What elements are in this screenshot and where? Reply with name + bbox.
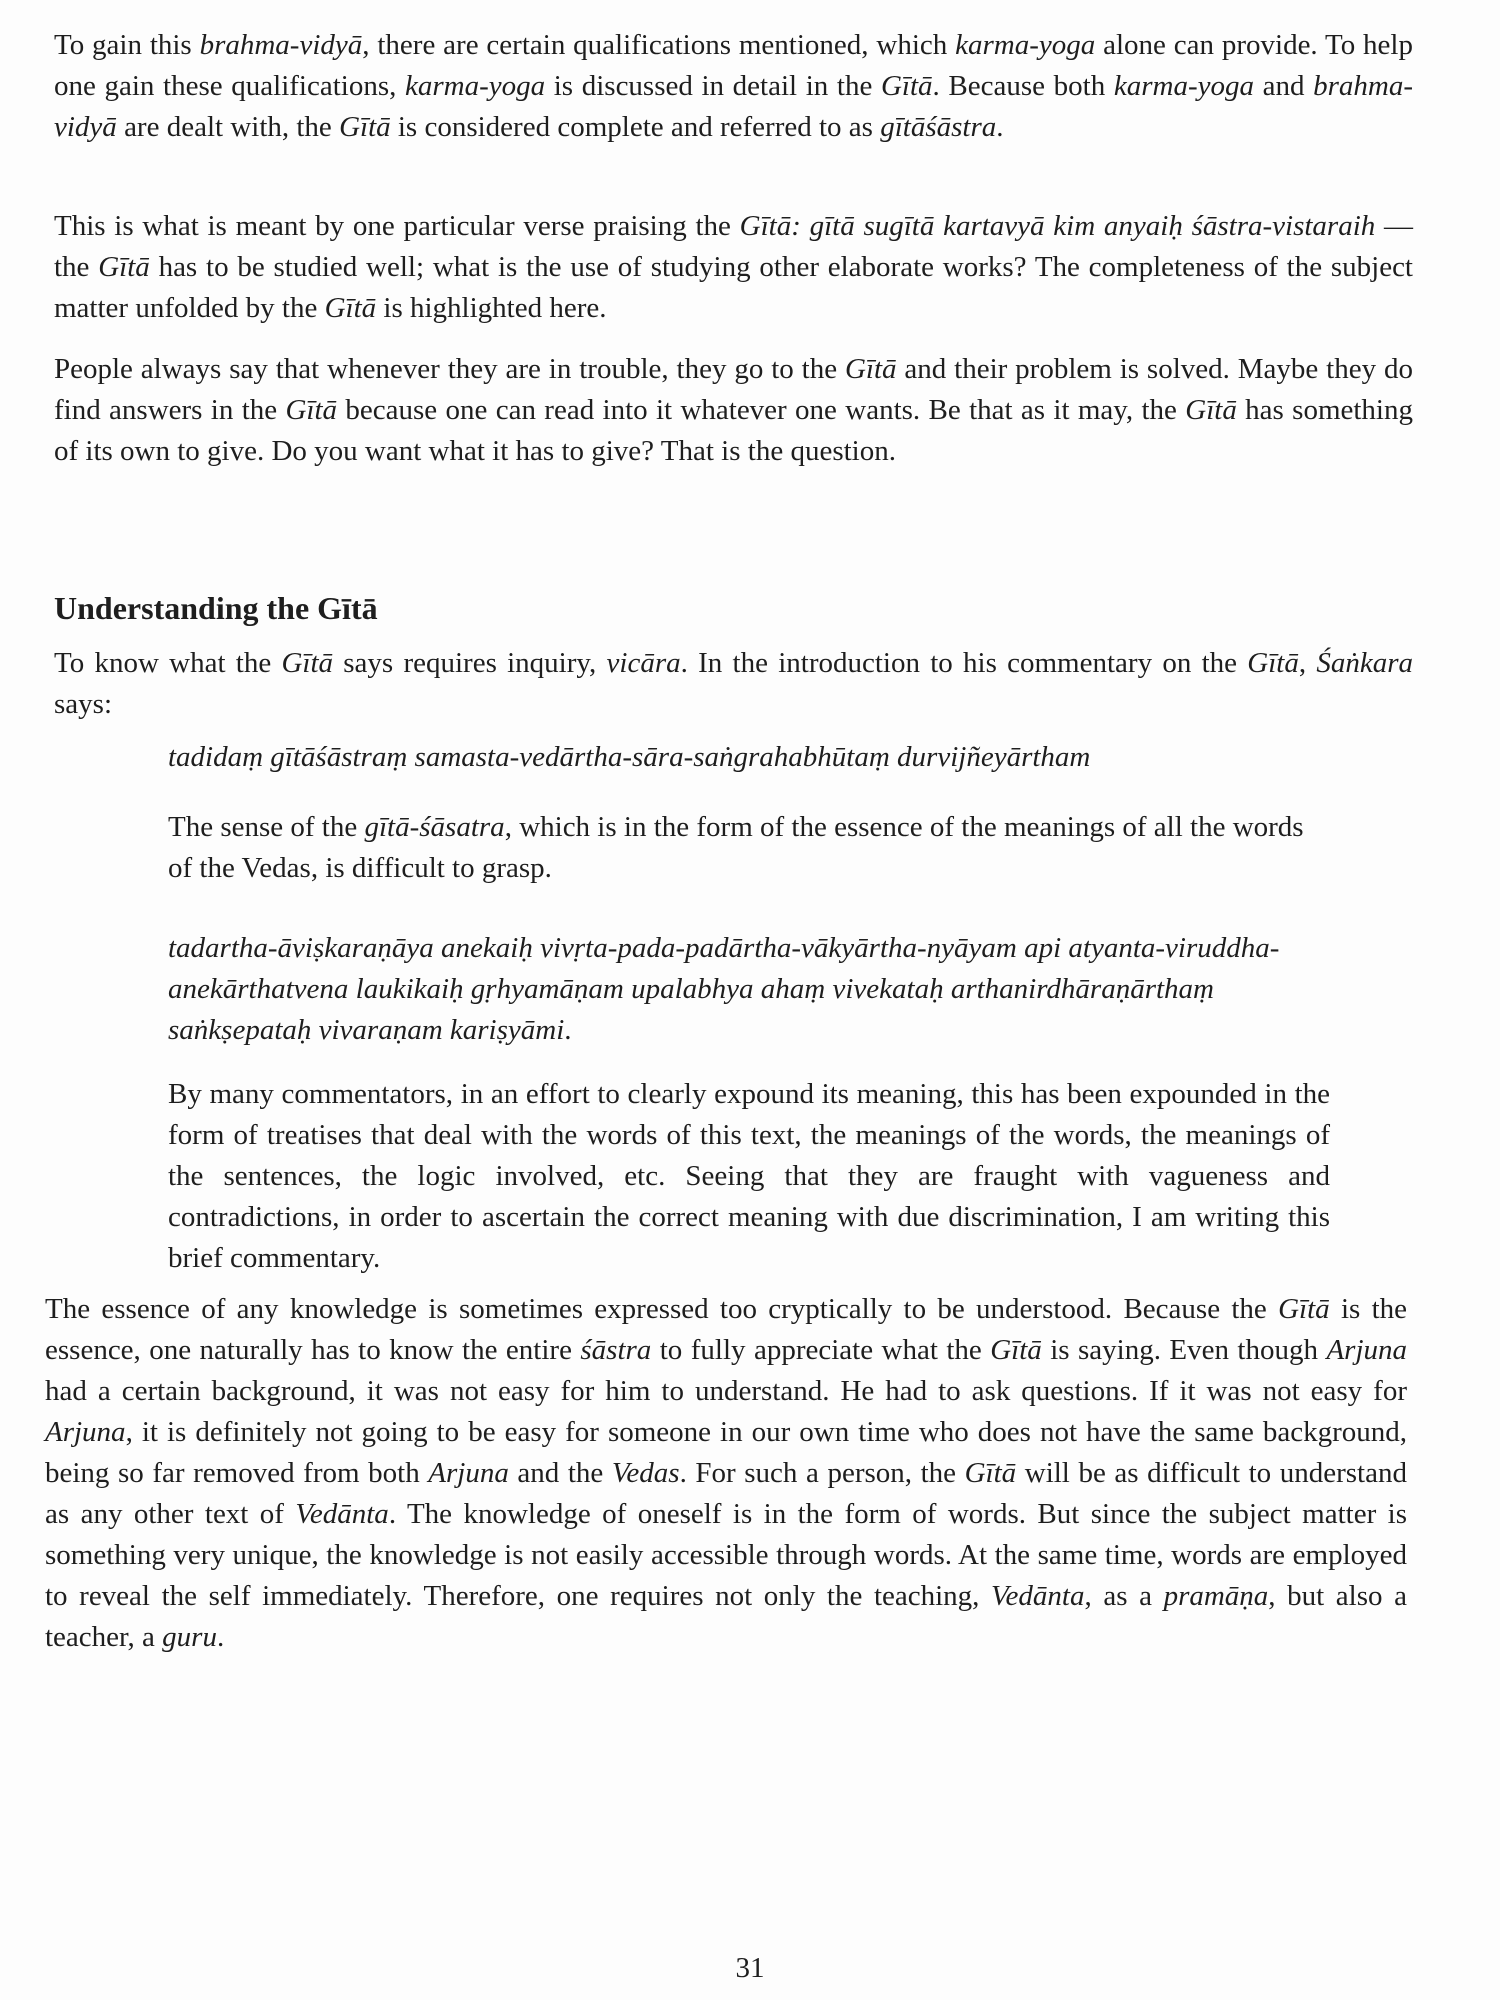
italic-term: Gītā (880, 70, 933, 102)
italic-term: Gītā (339, 111, 391, 143)
text-run: are dealt with, the (116, 111, 340, 143)
text-run: has to be studied well; what is the use of studying other elaborate works? The completeness of the subject matter unfolded by the (54, 251, 1413, 324)
text-run: has something of its own to give. Do you want what it has to give? That is the question. (54, 394, 1413, 467)
text-run: and their problem is solved. Maybe they do find answers in the (54, 353, 1413, 426)
quote-sanskrit-2 (168, 928, 1330, 1051)
text-run: alone can provide. To help one gain these qualifications, (54, 29, 1413, 102)
italic-term: Gītā (285, 394, 338, 426)
text-run: The essence of any knowledge is sometimes expressed too cryptically to be understood. Because the (45, 1293, 1279, 1325)
text-run: , (1298, 647, 1317, 679)
italic-term: Arjuna (1326, 1334, 1407, 1366)
text-run: This is what is meant by one particular verse praising the (54, 210, 740, 242)
text-run: People always say that whenever they are in trouble, they go to the (54, 353, 845, 385)
text-run: is saying. Even though (1041, 1334, 1327, 1366)
italic-term: karma-yoga (955, 29, 1096, 61)
section-heading: Understanding the Gītā (54, 590, 378, 626)
italic-term: śāstra (580, 1334, 652, 1366)
text-run: says requires inquiry, (333, 647, 607, 679)
italic-term: tadartha-āviṣkaraṇāya anekaiḥ vivṛta-pada-padārtha-vākyārtha-nyāyam api atyanta-viruddha-anekārthatvena laukikaiḥ gṛhyamāṇam upalabhya ahaṃ vivekataḥ arthanirdhāraṇārthaṃ saṅkṣepataḥ vivaraṇam kariṣyāmi (168, 932, 1280, 1046)
italic-term: karma-yoga (1113, 70, 1254, 102)
italic-term: gītāśāstra (880, 111, 997, 143)
text-run: is the essence, one naturally has to know the entire (45, 1293, 1407, 1366)
paragraph-essence-of-knowledge (45, 1289, 1407, 1658)
text-run: is discussed in detail in the (545, 70, 881, 102)
italic-term: Arjuna (45, 1416, 126, 1448)
text-run: . Because both (932, 70, 1114, 102)
text-run: . (216, 1621, 225, 1653)
text-run: , but also a teacher, a (45, 1580, 1407, 1653)
text-run: . In the introduction to his commentary on the (680, 647, 1248, 679)
text-run: and the (508, 1457, 612, 1489)
italic-term: Vedānta (295, 1498, 389, 1530)
italic-term: Vedas (611, 1457, 680, 1489)
text-run: By many commentators, in an effort to clearly expound its meaning, this has been expounded in the form of treatises that deal with the words of this text, the meanings of the words, the meanings of the sentences, the logic involved, etc. Seeing that they are fraught with vagueness and contradictions, in order to ascertain the correct meaning with due discrimination, I am writing this brief commentary. (168, 1078, 1330, 1274)
text-run: says: (54, 688, 112, 720)
italic-term: Vedānta (991, 1580, 1085, 1612)
paragraph-verse-praising-gita (54, 206, 1413, 329)
italic-term: brahma-vidyā (199, 29, 363, 61)
italic-term: Gītā (98, 251, 150, 283)
italic-term: guru (162, 1621, 217, 1653)
italic-term: pramāṇa (1163, 1580, 1269, 1612)
text-run: . The knowledge of oneself is in the form of words. But since the subject matter is something very unique, the knowledge is not easily accessible through words. At the same time, words are employed to reveal the self immediately. Therefore, one requires not only the teaching, (45, 1498, 1407, 1612)
italic-term: Gītā (844, 353, 897, 385)
quote-translation-1 (168, 807, 1308, 889)
text-run: will be as difficult to understand as any other text of (45, 1457, 1407, 1530)
italic-term: Arjuna (428, 1457, 509, 1489)
text-run: To know what the (54, 647, 282, 679)
text-run: The sense of the (168, 811, 365, 843)
text-run: — the (54, 210, 1414, 283)
text-run: is considered complete and referred to as (390, 111, 881, 143)
italic-term: Gītā (281, 647, 334, 679)
text-run: , which is in the form of the essence of the meanings of all the words of the Vedas, is difficult to grasp. (168, 811, 1304, 884)
italic-term: Gītā (1185, 394, 1237, 426)
italic-term: vicāra (606, 647, 681, 679)
paragraph-inquiry-vicara (54, 643, 1413, 725)
text-run: . (996, 111, 1004, 143)
text-run: because one can read into it whatever one wants. Be that as it may, the (337, 394, 1186, 426)
italic-term: Śaṅkara (1316, 647, 1414, 679)
quote-sanskrit-1 (168, 737, 1330, 778)
italic-term: gītā-śāsatra (364, 811, 505, 843)
text-run: and (1253, 70, 1314, 102)
italic-term: brahma-vidyā (54, 70, 1413, 143)
paragraph-brahma-vidya (54, 25, 1413, 148)
paragraph-people-in-trouble (54, 349, 1413, 472)
text-run: . (564, 1014, 572, 1046)
italic-term: Gītā (990, 1334, 1042, 1366)
italic-term: Gītā (1247, 647, 1299, 679)
italic-term: Gītā (324, 292, 377, 324)
quote-translation-2 (168, 1074, 1330, 1279)
text-run: is highlighted here. (376, 292, 607, 324)
text-run: . For such a person, the (679, 1457, 965, 1489)
text-run: to fully appreciate what the (651, 1334, 991, 1366)
page-number: 31 (735, 1952, 765, 1984)
text-run: , there are certain qualifications mentioned, which (362, 29, 956, 61)
italic-term: Gītā (1278, 1293, 1330, 1325)
italic-term: karma-yoga (404, 70, 546, 102)
text-run: To gain this (54, 29, 200, 61)
italic-term: Gītā: gītā sugītā kartavyā kim anyaiḥ śāstra-vistaraih (739, 210, 1376, 242)
italic-term: tadidaṃ gītāśāstraṃ samasta-vedārtha-sāra-saṅgrahabhūtaṃ durvijñeyārtham (168, 741, 1091, 773)
text-run: , as a (1084, 1580, 1164, 1612)
text-run: , it is definitely not going to be easy for someone in our own time who does not have the same background, being so far removed from both (45, 1416, 1407, 1489)
text-run: had a certain background, it was not easy for him to understand. He had to ask questions. If it was not easy for (45, 1375, 1407, 1407)
italic-term: Gītā (964, 1457, 1017, 1489)
